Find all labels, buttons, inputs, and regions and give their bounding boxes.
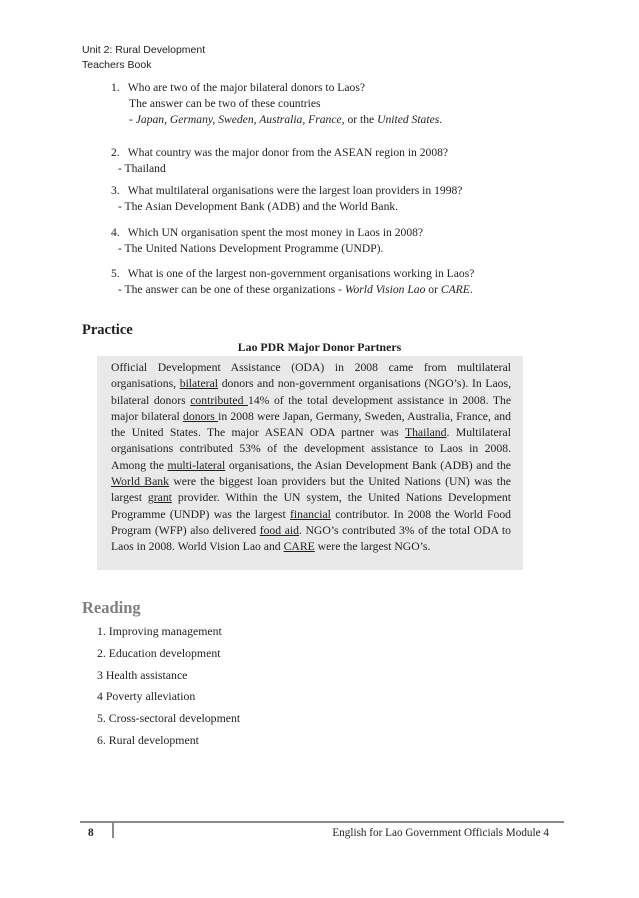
page-header [82, 43, 205, 72]
question-text: What is one of the largest non-government organisations working in Laos? [127, 267, 475, 280]
vocab-word: grant [147, 491, 172, 505]
question-3 [111, 183, 531, 215]
passage-segment: provider. Within the UN system, the United Nations Development Programme (UNDP) was the largest [111, 491, 511, 521]
answer-line [111, 282, 531, 298]
question-text: What country was the major donor from the ASEAN region in 2008? [127, 146, 449, 159]
question-1 [111, 80, 531, 128]
passage-segment: contributor. In 2008 the World Food Program (WFP) also delivered [111, 507, 512, 537]
answer-or: or the [344, 113, 378, 126]
question-2 [111, 145, 531, 177]
passage-segment: organisations, the Asian Development Bank (ADB) and the [225, 458, 511, 472]
footer-separator [112, 823, 114, 838]
practice-heading: Practice [82, 322, 133, 338]
answer-org: World Vision Lao [344, 283, 426, 296]
answer-line [111, 112, 531, 128]
answer-org: CARE [440, 283, 470, 296]
vocab-word: donors [183, 409, 219, 423]
passage-segment: in 2008 were Japan, Germany, Sweden, Australia, France, and the United States. The major ASEAN ODA partner was [111, 409, 511, 440]
passage-segment: 14% of the total development assistance in 2008. The major bilateral [111, 393, 512, 423]
header-book: Teachers Book [82, 58, 152, 71]
list-item: 2. Education development [97, 645, 221, 660]
answer-line: - The United Nations Development Programme (UNDP). [118, 242, 384, 255]
vocab-word: multi-lateral [167, 458, 226, 472]
question-number: 1. [111, 81, 120, 94]
reading-list [97, 623, 240, 754]
question-number: 3. [111, 184, 120, 197]
question-text: Which UN organisation spent the most money in Laos in 2008? [127, 226, 424, 239]
passage-segment: were the largest NGO’s. [314, 540, 431, 554]
passage-text [111, 360, 511, 556]
passage-title [0, 340, 639, 355]
question-4 [111, 225, 531, 257]
answer-or: or [425, 283, 441, 296]
list-item: 3 Health assistance [97, 667, 188, 682]
answer-intro: - The answer can be one of these organizations - [118, 283, 345, 296]
vocab-word: World Bank [111, 475, 169, 489]
passage-segment: . NGO’s contributed 3% of the total ODA to Laos in 2008. World Vision Lao and [111, 523, 511, 554]
footer-title: English for Lao Government Officials Module 4 [332, 827, 549, 839]
reading-passage [97, 356, 523, 570]
vocab-word: food aid [259, 523, 299, 537]
vocab-word: CARE [283, 540, 315, 554]
question-number: 5. [111, 267, 120, 280]
question-text: Who are two of the major bilateral donors to Laos? [127, 81, 365, 94]
passage-segment: Official Development Assistance (ODA) in 2008 came from multilateral organisations, [111, 361, 511, 391]
vocab-word: contributed [190, 393, 248, 407]
page-number: 8 [88, 827, 94, 839]
answer-line: - The Asian Development Bank (ADB) and the World Bank. [118, 200, 399, 213]
answer-line: The answer can be two of these countries [129, 97, 321, 110]
vocab-word: financial [290, 507, 331, 521]
reading-heading: Reading [82, 598, 141, 617]
answer-period: . [469, 283, 473, 296]
passage-segment: . Multilateral organisations contributed 53% of the development assistance to Laos in 2008. Among the [111, 426, 511, 472]
question-text: What multilateral organisations were the largest loan providers in 1998? [127, 184, 463, 197]
footer-divider [80, 821, 564, 823]
answer-dash: - [129, 113, 136, 126]
question-5 [111, 266, 531, 298]
question-number: 4. [111, 226, 120, 239]
vocab-word: bilateral [179, 377, 219, 391]
vocab-word: Thailand [404, 426, 447, 440]
answer-countries: Japan, Germany, Sweden, Australia, France, [135, 113, 345, 126]
passage-segment: were the biggest loan providers but the United Nations (UN) was the largest [111, 475, 511, 505]
passage-title-text: Lao PDR Major Donor Partners [237, 340, 402, 354]
answer-country: United States [377, 113, 440, 126]
passage-segment: donors and non-government organisations (NGO’s). In Laos, bilateral donors [111, 377, 511, 407]
answer-period: . [439, 113, 443, 126]
answer-line: - Thailand [118, 162, 166, 175]
list-item: 4 Poverty alleviation [97, 689, 196, 704]
list-item: 6. Rural development [97, 732, 199, 747]
list-item: 5. Cross-sectoral development [97, 711, 241, 726]
header-unit: Unit 2: Rural Development [82, 44, 206, 56]
list-item: 1. Improving management [97, 624, 222, 638]
question-number: 2. [111, 146, 120, 159]
